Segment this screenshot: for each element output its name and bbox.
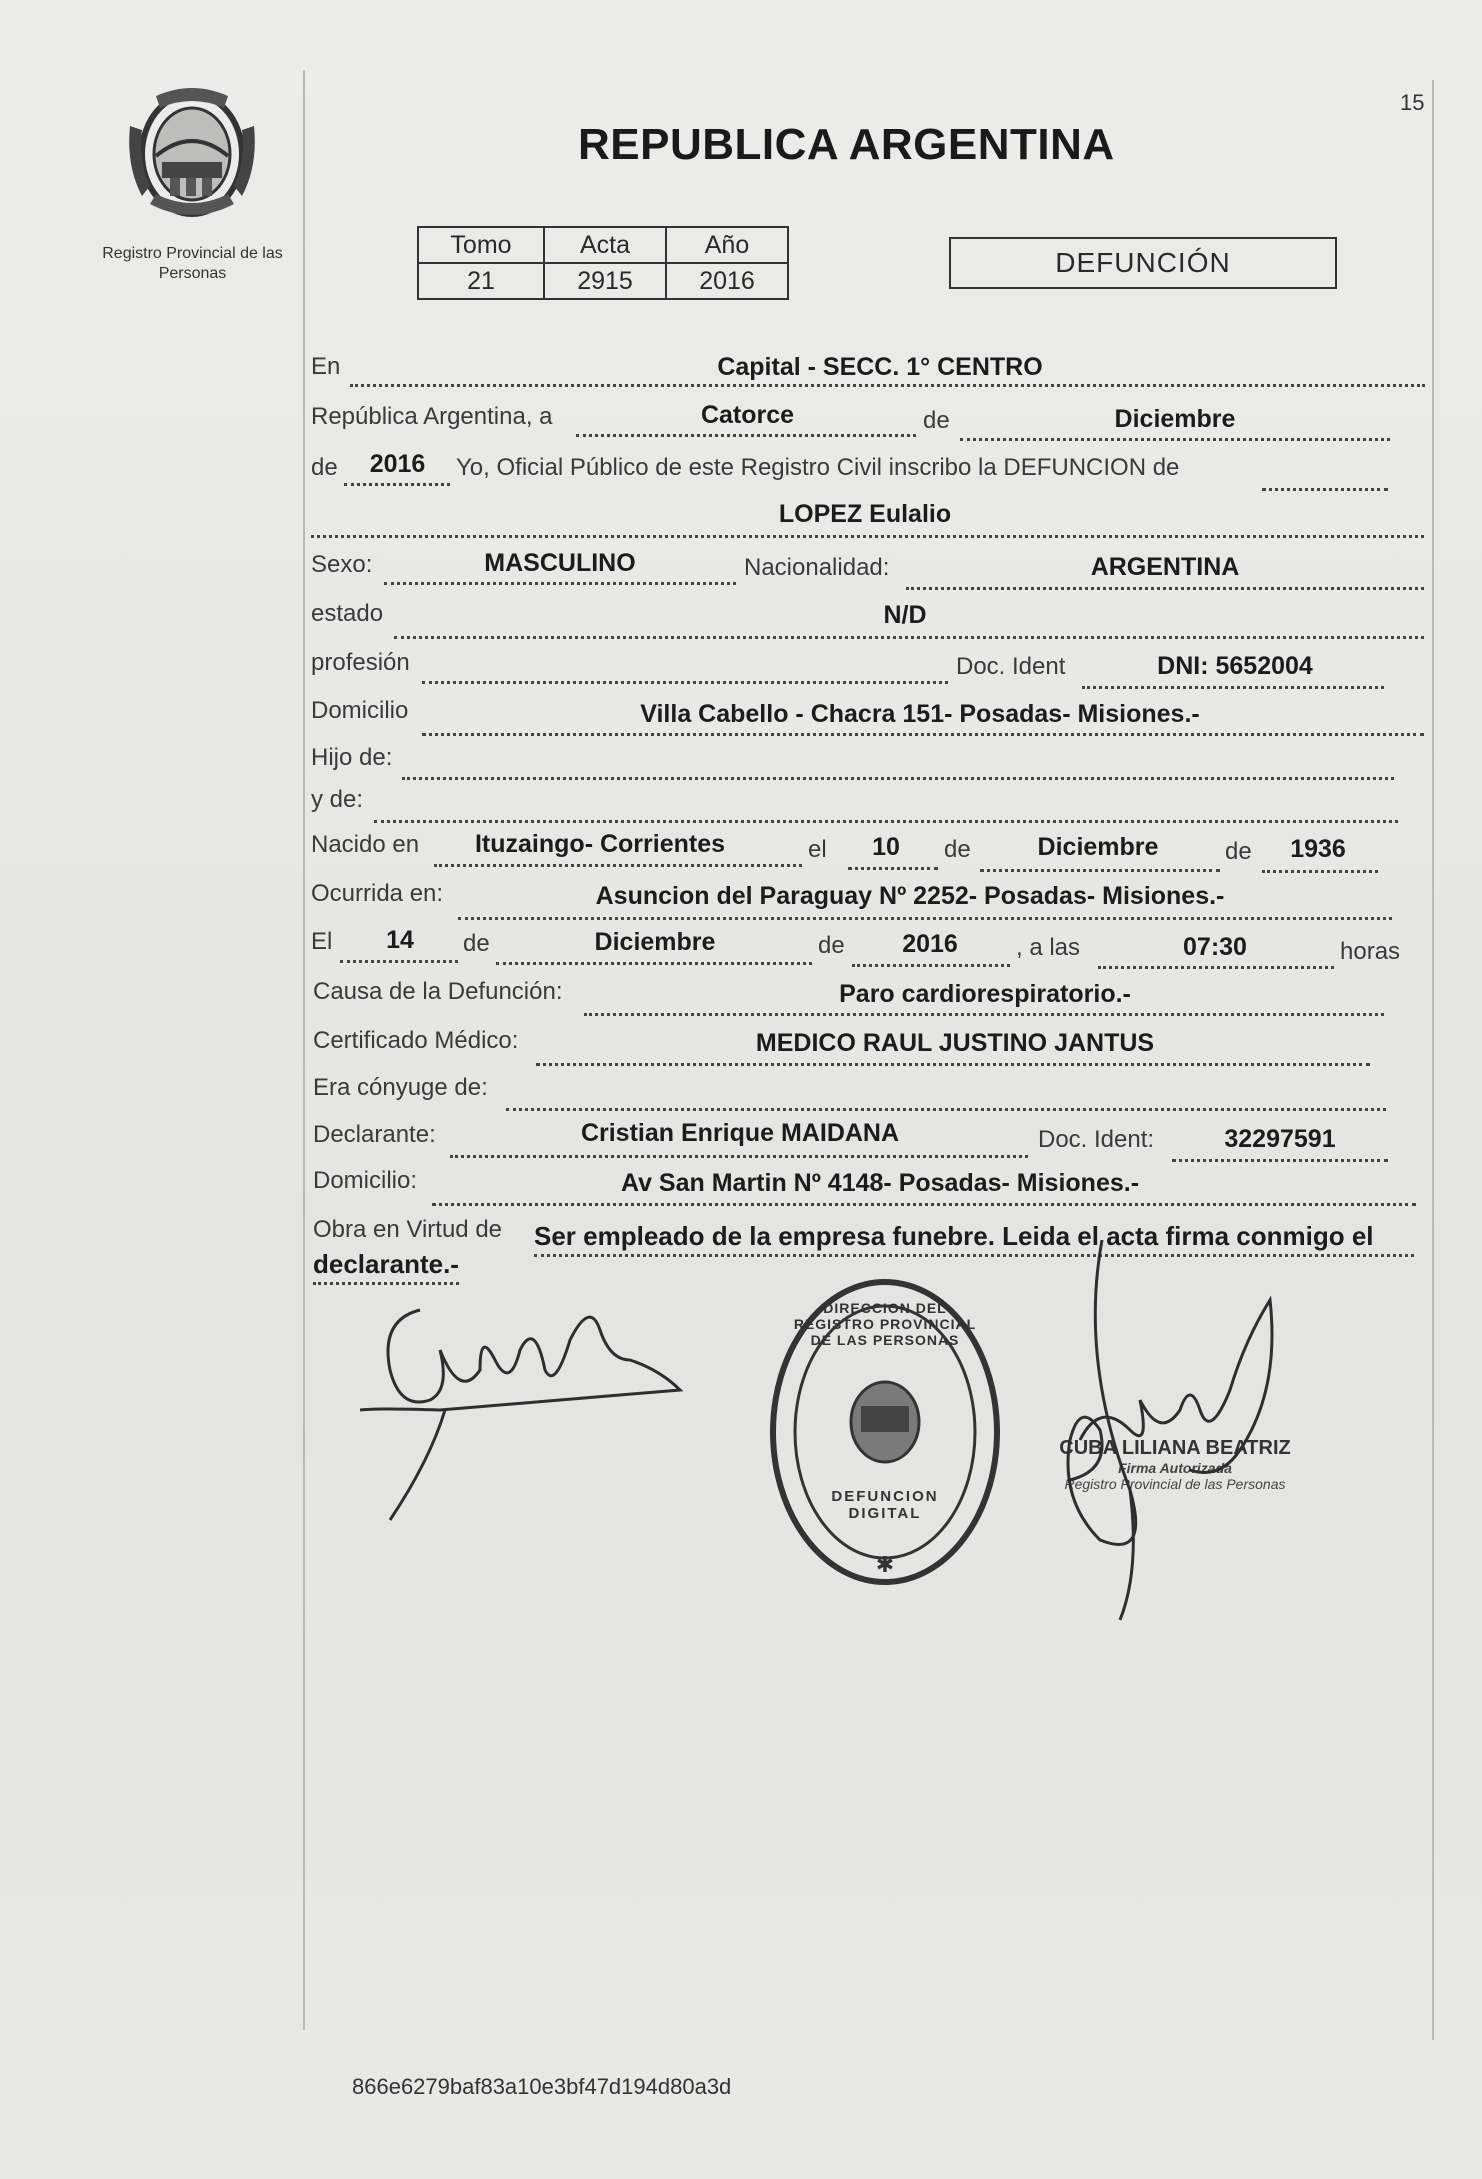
line-causa	[584, 1013, 1384, 1016]
right-margin-line	[1432, 80, 1434, 2040]
label-de-3: de	[944, 836, 971, 863]
line-certificado	[536, 1063, 1370, 1066]
label-de-2: de	[311, 454, 338, 481]
line-hijo-de	[402, 777, 1394, 780]
label-en: En	[311, 353, 341, 380]
line-mes	[960, 438, 1390, 441]
line-estado	[394, 636, 1424, 639]
value-anio: 2016	[666, 263, 788, 299]
value-dni: DNI: 5652004	[1157, 652, 1313, 680]
label-sexo: Sexo:	[311, 551, 373, 578]
stamp-ring-text: DIRECCION DEL REGISTRO PROVINCIAL DE LAS PERSONAS	[793, 1300, 977, 1348]
label-horas: horas	[1340, 938, 1401, 965]
label-domicilio-2: Domicilio:	[313, 1167, 418, 1194]
value-declarante: Cristian Enrique MAIDANA	[580, 1119, 900, 1147]
value-acta: 2915	[544, 263, 666, 299]
line-nombre	[311, 535, 1424, 538]
value-nac-mes: Diciembre	[1037, 833, 1159, 861]
official-name: CUBA LILIANA BEATRIZ	[1059, 1437, 1291, 1459]
registry-table	[417, 226, 789, 300]
official-signature	[1040, 1240, 1300, 1630]
header-anio: Año	[666, 227, 788, 263]
label-y-de: y de:	[311, 786, 364, 813]
line-def-anio	[852, 964, 1010, 967]
logo-caption: Registro Provincial de las Personas	[102, 245, 283, 282]
label-a-las: , a las	[1016, 934, 1081, 961]
label-obra: Obra en Virtud de	[313, 1216, 503, 1243]
declarant-signature	[360, 1290, 690, 1530]
line-dia	[576, 434, 916, 437]
page-title: REPUBLICA ARGENTINA	[578, 120, 1115, 169]
document-hash: 866e6279baf83a10e3bf47d194d80a3d	[352, 2074, 732, 2099]
line-def-dia	[340, 960, 458, 963]
label-certificado: Certificado Médico:	[313, 1027, 519, 1054]
value-anio: 2016	[369, 450, 426, 478]
value-certificado: MEDICO RAUL JUSTINO JANTUS	[755, 1029, 1155, 1057]
label-de-5: de	[463, 930, 490, 957]
label-estado: estado	[311, 600, 384, 627]
page-number: 15	[1400, 90, 1425, 115]
value-def-anio: 2016	[902, 930, 958, 958]
left-margin-line	[303, 70, 305, 2030]
line-declarante	[450, 1155, 1028, 1158]
label-profesion: profesión	[311, 649, 410, 676]
line-domicilio	[422, 733, 1424, 736]
label-nacionalidad: Nacionalidad:	[744, 554, 890, 581]
value-lugar: Capital - SECC. 1° CENTRO	[717, 353, 1043, 381]
line-anio	[344, 483, 450, 486]
header-acta: Acta	[544, 227, 666, 263]
line-inscribo-end	[1262, 488, 1388, 491]
label-inscribo: Yo, Oficial Público de este Registro Civil inscribo la DEFUNCION de	[456, 454, 1180, 481]
value-dia: Catorce	[700, 401, 795, 429]
value-estado: N/D	[883, 601, 927, 629]
label-conyuge: Era cónyuge de:	[313, 1074, 488, 1101]
value-causa: Paro cardiorespiratorio.-	[839, 980, 1131, 1008]
value-nac-dia: 10	[872, 833, 900, 861]
label-de-1: de	[923, 407, 950, 434]
line-nacido-en	[434, 864, 802, 867]
label-causa: Causa de la Defunción:	[313, 978, 563, 1005]
value-nac-anio: 1936	[1290, 835, 1346, 863]
value-sexo: MASCULINO	[484, 549, 636, 577]
svg-text:✱: ✱	[875, 1552, 895, 1577]
label-republica: República Argentina, a	[311, 403, 553, 430]
value-decl-domicilio: Av San Martin Nº 4148- Posadas- Misiones.-	[620, 1169, 1140, 1197]
act-type-box: DEFUNCIÓN	[949, 237, 1337, 289]
province-seal-logo	[126, 86, 258, 226]
line-nac-anio	[1262, 870, 1378, 873]
line-profesion	[422, 681, 948, 684]
value-obra-2: declarante.-	[313, 1249, 459, 1285]
label-el: el	[808, 836, 827, 863]
value-def-dia: 14	[386, 926, 414, 954]
official-role: Firma Autorizada	[1118, 1460, 1232, 1476]
line-nacionalidad	[906, 587, 1424, 590]
line-decl-domicilio	[432, 1203, 1416, 1206]
value-domicilio: Villa Cabello - Chacra 151- Posadas- Misiones.-	[640, 700, 1200, 728]
value-tomo: 21	[418, 263, 544, 299]
value-def-mes: Diciembre	[594, 928, 716, 956]
line-ocurrida-en	[458, 917, 1392, 920]
line-nac-mes	[980, 869, 1220, 872]
value-ocurrida-en: Asuncion del Paraguay Nº 2252- Posadas- Misiones.-	[595, 882, 1225, 910]
official-office: Registro Provincial de las Personas	[1064, 1476, 1286, 1492]
value-obra-1: Ser empleado de la empresa funebre. Leida el acta firma conmigo el	[534, 1221, 1414, 1257]
label-de-6: de	[818, 932, 845, 959]
label-declarante: Declarante:	[313, 1121, 436, 1148]
label-el-2: El	[311, 928, 333, 955]
label-ocurrida-en: Ocurrida en:	[311, 880, 444, 907]
value-nacido-en: Ituzaingo- Corrientes	[474, 830, 725, 858]
value-def-hora: 07:30	[1183, 933, 1247, 961]
label-hijo-de: Hijo de:	[311, 744, 393, 771]
label-doc-ident-2: Doc. Ident:	[1038, 1126, 1155, 1153]
line-decl-doc	[1172, 1159, 1388, 1162]
label-de-4: de	[1225, 838, 1252, 865]
line-def-mes	[496, 962, 812, 965]
line-def-hora	[1098, 966, 1334, 969]
line-y-de	[374, 820, 1398, 823]
value-nombre: LOPEZ Eulalio	[778, 500, 952, 528]
value-nacionalidad: ARGENTINA	[1090, 553, 1240, 581]
value-mes: Diciembre	[1114, 405, 1236, 433]
registry-value-row	[418, 263, 788, 299]
registry-header-row	[418, 227, 788, 263]
header-tomo: Tomo	[418, 227, 544, 263]
stamp-center-text: DEFUNCION DIGITAL	[831, 1488, 939, 1522]
line-sexo	[384, 582, 736, 585]
label-nacido-en: Nacido en	[311, 831, 420, 858]
line-nac-dia	[848, 867, 938, 870]
label-doc-ident: Doc. Ident	[956, 653, 1066, 680]
line-conyuge	[506, 1108, 1386, 1111]
line-dni	[1082, 686, 1384, 689]
line-lugar	[350, 384, 1425, 387]
label-domicilio: Domicilio	[311, 697, 409, 724]
value-decl-doc: 32297591	[1224, 1125, 1336, 1153]
